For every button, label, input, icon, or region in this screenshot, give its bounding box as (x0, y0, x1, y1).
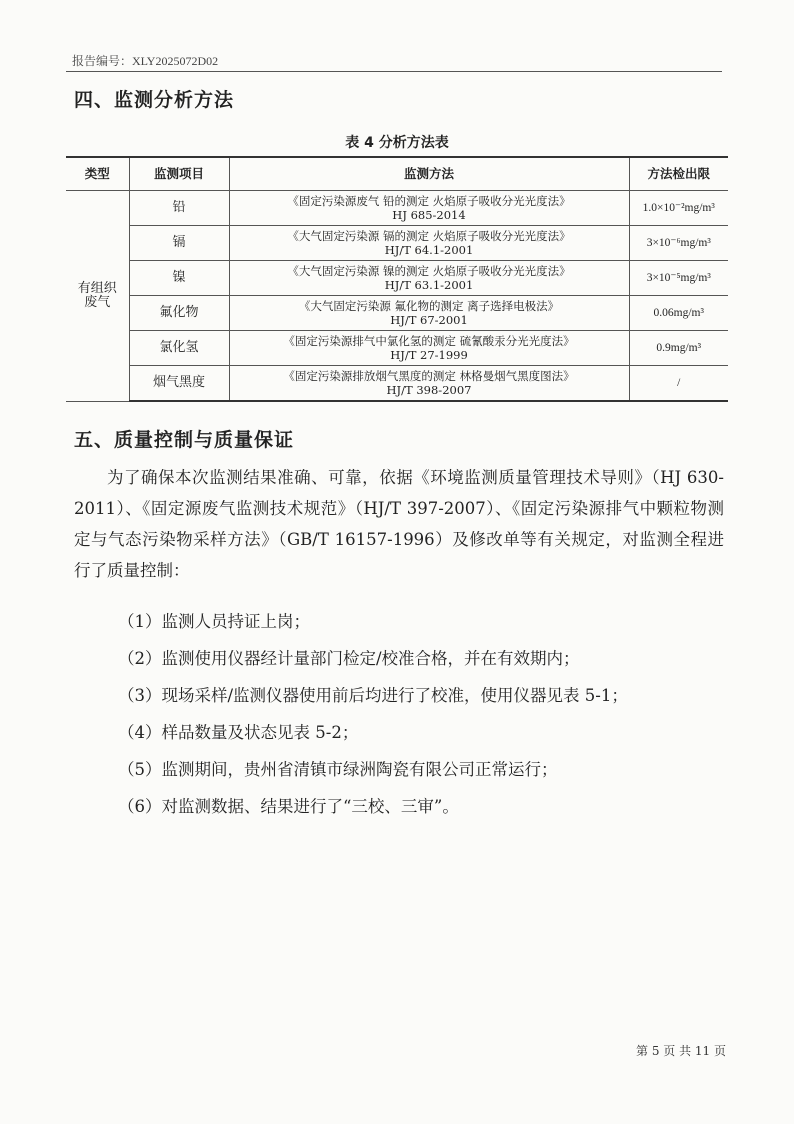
item-cell: 烟气黑度 (129, 366, 229, 402)
method-cell (229, 191, 629, 226)
list-item: （1）监测人员持证上岗； (118, 612, 310, 631)
quality-control-intro: 为了确保本次监测结果准确、可靠，依据《环境监测质量管理技术导则》（HJ 630-2011）、《固定源废气监测技术规范》（HJ/T 397-2007）、《固定污染源排气中颗粒物测定与气态污染物采样方法》（GB/T 16157-1996）及修改单等有关规定，对监测全程进行了质量控制： (74, 468, 724, 580)
method-standard: HJ 685-2014 (392, 208, 466, 222)
header-method: 监测方法 (229, 157, 629, 191)
limit-cell: 3×10⁻⁶mg/m³ (629, 226, 728, 261)
method-cell (229, 261, 629, 296)
method-name: 《固定污染源废气 铅的测定 火焰原子吸收分光光度法》 (287, 194, 571, 208)
method-standard: HJ/T 67-2001 (390, 313, 468, 327)
limit-cell: 1.0×10⁻²mg/m³ (629, 191, 728, 226)
method-name: 《固定污染源排气中氯化氢的测定 硫氰酸汞分光光度法》 (283, 334, 575, 348)
table-row (66, 331, 728, 366)
list-item: （6）对监测数据、结果进行了“三校、三审”。 (118, 797, 459, 816)
category-line-2: 废气 (84, 294, 111, 310)
table-row (66, 296, 728, 331)
list-item: （5）监测期间，贵州省清镇市绿洲陶瓷有限公司正常运行； (118, 760, 558, 779)
page-number: 第 5 页 共 11 页 (636, 1044, 726, 1058)
limit-cell: 3×10⁻⁵mg/m³ (629, 261, 728, 296)
method-standard: HJ/T 398-2007 (386, 383, 472, 397)
method-standard: HJ/T 63.1-2001 (384, 278, 474, 292)
item-cell: 铅 (129, 191, 229, 226)
item-cell: 镍 (129, 261, 229, 296)
method-name: 《大气固定污染源 镍的测定 火焰原子吸收分光光度法》 (287, 264, 571, 278)
item-cell: 氯化氢 (129, 331, 229, 366)
item-cell: 镉 (129, 226, 229, 261)
table-header-row (66, 157, 728, 191)
method-standard: HJ/T 27-1999 (390, 348, 468, 362)
method-standard: HJ/T 64.1-2001 (384, 243, 474, 257)
header-type: 类型 (66, 157, 129, 191)
method-name: 《大气固定污染源 氟化物的测定 离子选择电极法》 (298, 299, 560, 313)
method-cell (229, 331, 629, 366)
section-4-title: 四、监测分析方法 (74, 89, 235, 111)
table-row (66, 366, 728, 402)
method-name: 《固定污染源排放烟气黑度的测定 林格曼烟气黑度图法》 (283, 369, 575, 383)
method-name: 《大气固定污染源 镉的测定 火焰原子吸收分光光度法》 (287, 229, 571, 243)
table-caption: 表 4 分析方法表 (345, 135, 449, 151)
category-line-1: 有组织 (77, 280, 117, 296)
limit-cell: / (629, 366, 728, 402)
category-cell (66, 191, 129, 402)
header-divider (66, 71, 722, 72)
analysis-methods-table (66, 156, 728, 402)
list-item: （4）样品数量及状态见表 5-2； (118, 723, 359, 742)
header-item: 监测项目 (129, 157, 229, 191)
limit-cell: 0.9mg/m³ (629, 331, 728, 366)
item-cell: 氟化物 (129, 296, 229, 331)
method-cell (229, 366, 629, 402)
report-number: 报告编号：XLY2025072D02 (72, 54, 219, 68)
method-cell (229, 226, 629, 261)
table-row (66, 261, 728, 296)
table-row (66, 226, 728, 261)
list-item: （2）监测使用仪器经计量部门检定/校准合格，并在有效期内； (118, 649, 580, 668)
section-5-title: 五、质量控制与质量保证 (74, 429, 295, 451)
method-cell (229, 296, 629, 331)
limit-cell: 0.06mg/m³ (629, 296, 728, 331)
header-limit: 方法检出限 (629, 157, 728, 191)
table-row (66, 191, 728, 226)
list-item: （3）现场采样/监测仪器使用前后均进行了校准，使用仪器见表 5-1； (118, 686, 628, 705)
